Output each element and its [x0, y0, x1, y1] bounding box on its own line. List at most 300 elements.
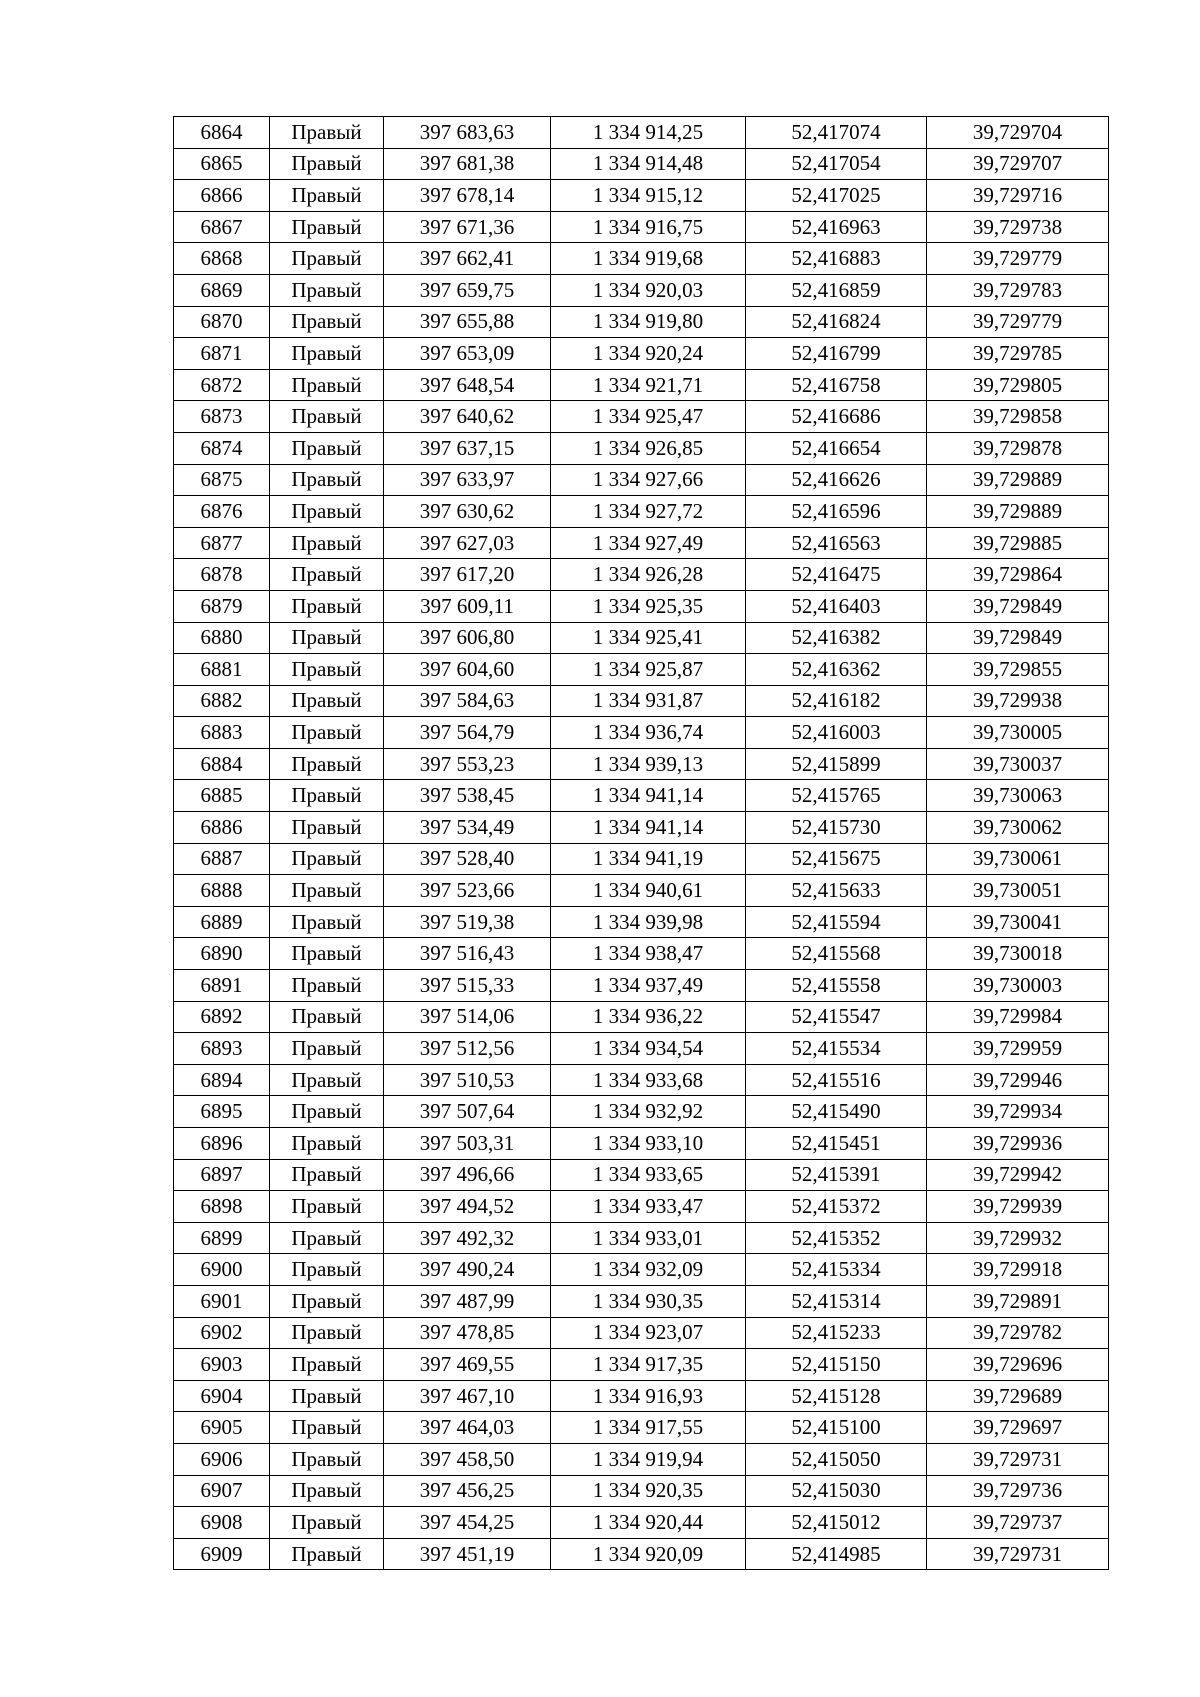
latitude-cell: 52,416003 — [746, 717, 927, 749]
longitude-cell: 39,730063 — [927, 780, 1109, 812]
table-row — [174, 117, 1109, 149]
latitude-cell: 52,416563 — [746, 527, 927, 559]
y-coordinate-cell: 1 334 927,72 — [551, 496, 746, 528]
latitude-cell: 52,416362 — [746, 654, 927, 686]
x-coordinate-cell: 397 496,66 — [384, 1159, 551, 1191]
table-row — [174, 148, 1109, 180]
y-coordinate-cell: 1 334 926,85 — [551, 432, 746, 464]
x-coordinate-cell: 397 492,32 — [384, 1222, 551, 1254]
latitude-cell: 52,415730 — [746, 812, 927, 844]
longitude-cell: 39,729959 — [927, 1033, 1109, 1065]
latitude-cell: 52,415012 — [746, 1507, 927, 1539]
longitude-cell: 39,729939 — [927, 1191, 1109, 1223]
x-coordinate-cell: 397 510,53 — [384, 1064, 551, 1096]
point-number-cell: 6907 — [174, 1475, 270, 1507]
point-number-cell: 6868 — [174, 243, 270, 275]
point-number-cell: 6901 — [174, 1285, 270, 1317]
longitude-cell: 39,729736 — [927, 1475, 1109, 1507]
point-number-cell: 6864 — [174, 117, 270, 149]
longitude-cell: 39,729697 — [927, 1412, 1109, 1444]
y-coordinate-cell: 1 334 933,10 — [551, 1128, 746, 1160]
coordinates-table-body — [174, 117, 1109, 1570]
point-number-cell: 6876 — [174, 496, 270, 528]
point-number-cell: 6908 — [174, 1507, 270, 1539]
point-number-cell: 6889 — [174, 906, 270, 938]
longitude-cell: 39,729849 — [927, 590, 1109, 622]
point-number-cell: 6882 — [174, 685, 270, 717]
point-number-cell: 6878 — [174, 559, 270, 591]
longitude-cell: 39,730018 — [927, 938, 1109, 970]
latitude-cell: 52,415534 — [746, 1033, 927, 1065]
latitude-cell: 52,415547 — [746, 1001, 927, 1033]
latitude-cell: 52,415030 — [746, 1475, 927, 1507]
side-cell: Правый — [270, 148, 384, 180]
latitude-cell: 52,415490 — [746, 1096, 927, 1128]
x-coordinate-cell: 397 494,52 — [384, 1191, 551, 1223]
table-row — [174, 1507, 1109, 1539]
latitude-cell: 52,415233 — [746, 1317, 927, 1349]
longitude-cell: 39,730061 — [927, 843, 1109, 875]
latitude-cell: 52,415568 — [746, 938, 927, 970]
point-number-cell: 6885 — [174, 780, 270, 812]
y-coordinate-cell: 1 334 917,55 — [551, 1412, 746, 1444]
y-coordinate-cell: 1 334 919,68 — [551, 243, 746, 275]
table-row — [174, 1096, 1109, 1128]
side-cell: Правый — [270, 906, 384, 938]
table-row — [174, 685, 1109, 717]
side-cell: Правый — [270, 1254, 384, 1286]
y-coordinate-cell: 1 334 930,35 — [551, 1285, 746, 1317]
y-coordinate-cell: 1 334 920,24 — [551, 338, 746, 370]
latitude-cell: 52,415314 — [746, 1285, 927, 1317]
side-cell: Правый — [270, 1191, 384, 1223]
longitude-cell: 39,729889 — [927, 464, 1109, 496]
y-coordinate-cell: 1 334 920,44 — [551, 1507, 746, 1539]
y-coordinate-cell: 1 334 939,13 — [551, 748, 746, 780]
point-number-cell: 6884 — [174, 748, 270, 780]
table-row — [174, 306, 1109, 338]
latitude-cell: 52,415594 — [746, 906, 927, 938]
point-number-cell: 6877 — [174, 527, 270, 559]
y-coordinate-cell: 1 334 933,68 — [551, 1064, 746, 1096]
point-number-cell: 6896 — [174, 1128, 270, 1160]
side-cell: Правый — [270, 1128, 384, 1160]
y-coordinate-cell: 1 334 940,61 — [551, 875, 746, 907]
side-cell: Правый — [270, 590, 384, 622]
table-row — [174, 1222, 1109, 1254]
y-coordinate-cell: 1 334 926,28 — [551, 559, 746, 591]
longitude-cell: 39,730003 — [927, 970, 1109, 1002]
point-number-cell: 6888 — [174, 875, 270, 907]
point-number-cell: 6895 — [174, 1096, 270, 1128]
x-coordinate-cell: 397 478,85 — [384, 1317, 551, 1349]
point-number-cell: 6904 — [174, 1380, 270, 1412]
latitude-cell: 52,415352 — [746, 1222, 927, 1254]
point-number-cell: 6903 — [174, 1349, 270, 1381]
side-cell: Правый — [270, 180, 384, 212]
side-cell: Правый — [270, 211, 384, 243]
y-coordinate-cell: 1 334 914,48 — [551, 148, 746, 180]
y-coordinate-cell: 1 334 925,47 — [551, 401, 746, 433]
longitude-cell: 39,730062 — [927, 812, 1109, 844]
longitude-cell: 39,729855 — [927, 654, 1109, 686]
side-cell: Правый — [270, 464, 384, 496]
latitude-cell: 52,415100 — [746, 1412, 927, 1444]
longitude-cell: 39,729738 — [927, 211, 1109, 243]
y-coordinate-cell: 1 334 933,65 — [551, 1159, 746, 1191]
y-coordinate-cell: 1 334 937,49 — [551, 970, 746, 1002]
side-cell: Правый — [270, 306, 384, 338]
point-number-cell: 6879 — [174, 590, 270, 622]
latitude-cell: 52,415675 — [746, 843, 927, 875]
y-coordinate-cell: 1 334 916,93 — [551, 1380, 746, 1412]
longitude-cell: 39,729737 — [927, 1507, 1109, 1539]
table-row — [174, 780, 1109, 812]
latitude-cell: 52,416824 — [746, 306, 927, 338]
y-coordinate-cell: 1 334 919,80 — [551, 306, 746, 338]
longitude-cell: 39,729891 — [927, 1285, 1109, 1317]
point-number-cell: 6881 — [174, 654, 270, 686]
y-coordinate-cell: 1 334 938,47 — [551, 938, 746, 970]
y-coordinate-cell: 1 334 941,14 — [551, 780, 746, 812]
table-row — [174, 1191, 1109, 1223]
longitude-cell: 39,730037 — [927, 748, 1109, 780]
table-row — [174, 274, 1109, 306]
longitude-cell: 39,729849 — [927, 622, 1109, 654]
x-coordinate-cell: 397 604,60 — [384, 654, 551, 686]
x-coordinate-cell: 397 637,15 — [384, 432, 551, 464]
side-cell: Правый — [270, 369, 384, 401]
point-number-cell: 6892 — [174, 1001, 270, 1033]
longitude-cell: 39,729779 — [927, 306, 1109, 338]
side-cell: Правый — [270, 338, 384, 370]
x-coordinate-cell: 397 487,99 — [384, 1285, 551, 1317]
table-row — [174, 1159, 1109, 1191]
longitude-cell: 39,729918 — [927, 1254, 1109, 1286]
latitude-cell: 52,416686 — [746, 401, 927, 433]
x-coordinate-cell: 397 648,54 — [384, 369, 551, 401]
point-number-cell: 6909 — [174, 1538, 270, 1570]
x-coordinate-cell: 397 606,80 — [384, 622, 551, 654]
x-coordinate-cell: 397 451,19 — [384, 1538, 551, 1570]
point-number-cell: 6873 — [174, 401, 270, 433]
latitude-cell: 52,415765 — [746, 780, 927, 812]
table-row — [174, 464, 1109, 496]
y-coordinate-cell: 1 334 920,03 — [551, 274, 746, 306]
side-cell: Правый — [270, 1412, 384, 1444]
y-coordinate-cell: 1 334 933,01 — [551, 1222, 746, 1254]
point-number-cell: 6887 — [174, 843, 270, 875]
point-number-cell: 6866 — [174, 180, 270, 212]
side-cell: Правый — [270, 1159, 384, 1191]
longitude-cell: 39,730005 — [927, 717, 1109, 749]
x-coordinate-cell: 397 534,49 — [384, 812, 551, 844]
latitude-cell: 52,415899 — [746, 748, 927, 780]
y-coordinate-cell: 1 334 925,87 — [551, 654, 746, 686]
table-row — [174, 1412, 1109, 1444]
point-number-cell: 6894 — [174, 1064, 270, 1096]
y-coordinate-cell: 1 334 939,98 — [551, 906, 746, 938]
latitude-cell: 52,415391 — [746, 1159, 927, 1191]
table-row — [174, 1001, 1109, 1033]
side-cell: Правый — [270, 527, 384, 559]
y-coordinate-cell: 1 334 941,14 — [551, 812, 746, 844]
side-cell: Правый — [270, 432, 384, 464]
x-coordinate-cell: 397 523,66 — [384, 875, 551, 907]
y-coordinate-cell: 1 334 915,12 — [551, 180, 746, 212]
side-cell: Правый — [270, 1285, 384, 1317]
longitude-cell: 39,729704 — [927, 117, 1109, 149]
point-number-cell: 6900 — [174, 1254, 270, 1286]
table-row — [174, 1254, 1109, 1286]
longitude-cell: 39,729731 — [927, 1538, 1109, 1570]
y-coordinate-cell: 1 334 917,35 — [551, 1349, 746, 1381]
table-row — [174, 748, 1109, 780]
latitude-cell: 52,417074 — [746, 117, 927, 149]
y-coordinate-cell: 1 334 927,49 — [551, 527, 746, 559]
point-number-cell: 6899 — [174, 1222, 270, 1254]
longitude-cell: 39,729946 — [927, 1064, 1109, 1096]
latitude-cell: 52,415128 — [746, 1380, 927, 1412]
side-cell: Правый — [270, 1349, 384, 1381]
y-coordinate-cell: 1 334 934,54 — [551, 1033, 746, 1065]
side-cell: Правый — [270, 654, 384, 686]
side-cell: Правый — [270, 1475, 384, 1507]
side-cell: Правый — [270, 717, 384, 749]
table-row — [174, 1128, 1109, 1160]
longitude-cell: 39,729984 — [927, 1001, 1109, 1033]
longitude-cell: 39,729785 — [927, 338, 1109, 370]
side-cell: Правый — [270, 243, 384, 275]
table-row — [174, 1443, 1109, 1475]
longitude-cell: 39,729885 — [927, 527, 1109, 559]
side-cell: Правый — [270, 748, 384, 780]
point-number-cell: 6891 — [174, 970, 270, 1002]
y-coordinate-cell: 1 334 923,07 — [551, 1317, 746, 1349]
table-row — [174, 211, 1109, 243]
point-number-cell: 6905 — [174, 1412, 270, 1444]
side-cell: Правый — [270, 1033, 384, 1065]
x-coordinate-cell: 397 516,43 — [384, 938, 551, 970]
x-coordinate-cell: 397 538,45 — [384, 780, 551, 812]
latitude-cell: 52,416626 — [746, 464, 927, 496]
y-coordinate-cell: 1 334 932,92 — [551, 1096, 746, 1128]
x-coordinate-cell: 397 512,56 — [384, 1033, 551, 1065]
side-cell: Правый — [270, 1443, 384, 1475]
side-cell: Правый — [270, 559, 384, 591]
side-cell: Правый — [270, 274, 384, 306]
table-row — [174, 970, 1109, 1002]
coordinates-table — [173, 116, 1109, 1570]
point-number-cell: 6874 — [174, 432, 270, 464]
latitude-cell: 52,417054 — [746, 148, 927, 180]
point-number-cell: 6869 — [174, 274, 270, 306]
x-coordinate-cell: 397 467,10 — [384, 1380, 551, 1412]
x-coordinate-cell: 397 564,79 — [384, 717, 551, 749]
x-coordinate-cell: 397 659,75 — [384, 274, 551, 306]
latitude-cell: 52,414985 — [746, 1538, 927, 1570]
x-coordinate-cell: 397 469,55 — [384, 1349, 551, 1381]
y-coordinate-cell: 1 334 914,25 — [551, 117, 746, 149]
x-coordinate-cell: 397 490,24 — [384, 1254, 551, 1286]
latitude-cell: 52,416654 — [746, 432, 927, 464]
table-row — [174, 401, 1109, 433]
point-number-cell: 6897 — [174, 1159, 270, 1191]
latitude-cell: 52,415050 — [746, 1443, 927, 1475]
longitude-cell: 39,729707 — [927, 148, 1109, 180]
side-cell: Правый — [270, 622, 384, 654]
x-coordinate-cell: 397 681,38 — [384, 148, 551, 180]
table-row — [174, 843, 1109, 875]
latitude-cell: 52,415633 — [746, 875, 927, 907]
longitude-cell: 39,729864 — [927, 559, 1109, 591]
y-coordinate-cell: 1 334 920,09 — [551, 1538, 746, 1570]
latitude-cell: 52,415558 — [746, 970, 927, 1002]
x-coordinate-cell: 397 617,20 — [384, 559, 551, 591]
longitude-cell: 39,729942 — [927, 1159, 1109, 1191]
side-cell: Правый — [270, 875, 384, 907]
latitude-cell: 52,416963 — [746, 211, 927, 243]
y-coordinate-cell: 1 334 936,22 — [551, 1001, 746, 1033]
longitude-cell: 39,730041 — [927, 906, 1109, 938]
table-row — [174, 654, 1109, 686]
longitude-cell: 39,729858 — [927, 401, 1109, 433]
latitude-cell: 52,416403 — [746, 590, 927, 622]
latitude-cell: 52,416758 — [746, 369, 927, 401]
side-cell: Правый — [270, 780, 384, 812]
side-cell: Правый — [270, 970, 384, 1002]
y-coordinate-cell: 1 334 921,71 — [551, 369, 746, 401]
x-coordinate-cell: 397 519,38 — [384, 906, 551, 938]
longitude-cell: 39,729696 — [927, 1349, 1109, 1381]
longitude-cell: 39,729938 — [927, 685, 1109, 717]
y-coordinate-cell: 1 334 931,87 — [551, 685, 746, 717]
x-coordinate-cell: 397 454,25 — [384, 1507, 551, 1539]
latitude-cell: 52,416596 — [746, 496, 927, 528]
table-row — [174, 1064, 1109, 1096]
table-row — [174, 527, 1109, 559]
x-coordinate-cell: 397 464,03 — [384, 1412, 551, 1444]
x-coordinate-cell: 397 515,33 — [384, 970, 551, 1002]
x-coordinate-cell: 397 609,11 — [384, 590, 551, 622]
point-number-cell: 6867 — [174, 211, 270, 243]
point-number-cell: 6902 — [174, 1317, 270, 1349]
side-cell: Правый — [270, 1380, 384, 1412]
x-coordinate-cell: 397 678,14 — [384, 180, 551, 212]
side-cell: Правый — [270, 1222, 384, 1254]
table-row — [174, 1317, 1109, 1349]
table-row — [174, 1538, 1109, 1570]
x-coordinate-cell: 397 514,06 — [384, 1001, 551, 1033]
table-row — [174, 906, 1109, 938]
x-coordinate-cell: 397 553,23 — [384, 748, 551, 780]
point-number-cell: 6886 — [174, 812, 270, 844]
side-cell: Правый — [270, 1001, 384, 1033]
point-number-cell: 6872 — [174, 369, 270, 401]
longitude-cell: 39,729805 — [927, 369, 1109, 401]
longitude-cell: 39,729932 — [927, 1222, 1109, 1254]
y-coordinate-cell: 1 334 920,35 — [551, 1475, 746, 1507]
table-row — [174, 1475, 1109, 1507]
latitude-cell: 52,416182 — [746, 685, 927, 717]
table-row — [174, 812, 1109, 844]
point-number-cell: 6871 — [174, 338, 270, 370]
longitude-cell: 39,729731 — [927, 1443, 1109, 1475]
longitude-cell: 39,729716 — [927, 180, 1109, 212]
side-cell: Правый — [270, 496, 384, 528]
x-coordinate-cell: 397 630,62 — [384, 496, 551, 528]
side-cell: Правый — [270, 1096, 384, 1128]
x-coordinate-cell: 397 683,63 — [384, 117, 551, 149]
side-cell: Правый — [270, 1064, 384, 1096]
y-coordinate-cell: 1 334 919,94 — [551, 1443, 746, 1475]
table-row — [174, 369, 1109, 401]
y-coordinate-cell: 1 334 932,09 — [551, 1254, 746, 1286]
x-coordinate-cell: 397 503,31 — [384, 1128, 551, 1160]
point-number-cell: 6880 — [174, 622, 270, 654]
latitude-cell: 52,416883 — [746, 243, 927, 275]
y-coordinate-cell: 1 334 936,74 — [551, 717, 746, 749]
x-coordinate-cell: 397 633,97 — [384, 464, 551, 496]
x-coordinate-cell: 397 662,41 — [384, 243, 551, 275]
table-row — [174, 432, 1109, 464]
side-cell: Правый — [270, 401, 384, 433]
longitude-cell: 39,730051 — [927, 875, 1109, 907]
x-coordinate-cell: 397 640,62 — [384, 401, 551, 433]
y-coordinate-cell: 1 334 933,47 — [551, 1191, 746, 1223]
table-row — [174, 1380, 1109, 1412]
side-cell: Правый — [270, 1538, 384, 1570]
longitude-cell: 39,729783 — [927, 274, 1109, 306]
longitude-cell: 39,729934 — [927, 1096, 1109, 1128]
latitude-cell: 52,415516 — [746, 1064, 927, 1096]
latitude-cell: 52,416859 — [746, 274, 927, 306]
y-coordinate-cell: 1 334 925,41 — [551, 622, 746, 654]
longitude-cell: 39,729782 — [927, 1317, 1109, 1349]
longitude-cell: 39,729689 — [927, 1380, 1109, 1412]
longitude-cell: 39,729936 — [927, 1128, 1109, 1160]
x-coordinate-cell: 397 507,64 — [384, 1096, 551, 1128]
y-coordinate-cell: 1 334 927,66 — [551, 464, 746, 496]
side-cell: Правый — [270, 685, 384, 717]
x-coordinate-cell: 397 458,50 — [384, 1443, 551, 1475]
table-row — [174, 1349, 1109, 1381]
latitude-cell: 52,416475 — [746, 559, 927, 591]
table-row — [174, 875, 1109, 907]
side-cell: Правый — [270, 117, 384, 149]
x-coordinate-cell: 397 671,36 — [384, 211, 551, 243]
table-row — [174, 717, 1109, 749]
y-coordinate-cell: 1 334 941,19 — [551, 843, 746, 875]
point-number-cell: 6893 — [174, 1033, 270, 1065]
table-row — [174, 338, 1109, 370]
x-coordinate-cell: 397 655,88 — [384, 306, 551, 338]
table-row — [174, 1033, 1109, 1065]
x-coordinate-cell: 397 456,25 — [384, 1475, 551, 1507]
latitude-cell: 52,415150 — [746, 1349, 927, 1381]
x-coordinate-cell: 397 528,40 — [384, 843, 551, 875]
side-cell: Правый — [270, 843, 384, 875]
table-row — [174, 1285, 1109, 1317]
side-cell: Правый — [270, 938, 384, 970]
latitude-cell: 52,415451 — [746, 1128, 927, 1160]
latitude-cell: 52,415334 — [746, 1254, 927, 1286]
side-cell: Правый — [270, 812, 384, 844]
table-row — [174, 622, 1109, 654]
table-row — [174, 590, 1109, 622]
x-coordinate-cell: 397 627,03 — [384, 527, 551, 559]
side-cell: Правый — [270, 1507, 384, 1539]
